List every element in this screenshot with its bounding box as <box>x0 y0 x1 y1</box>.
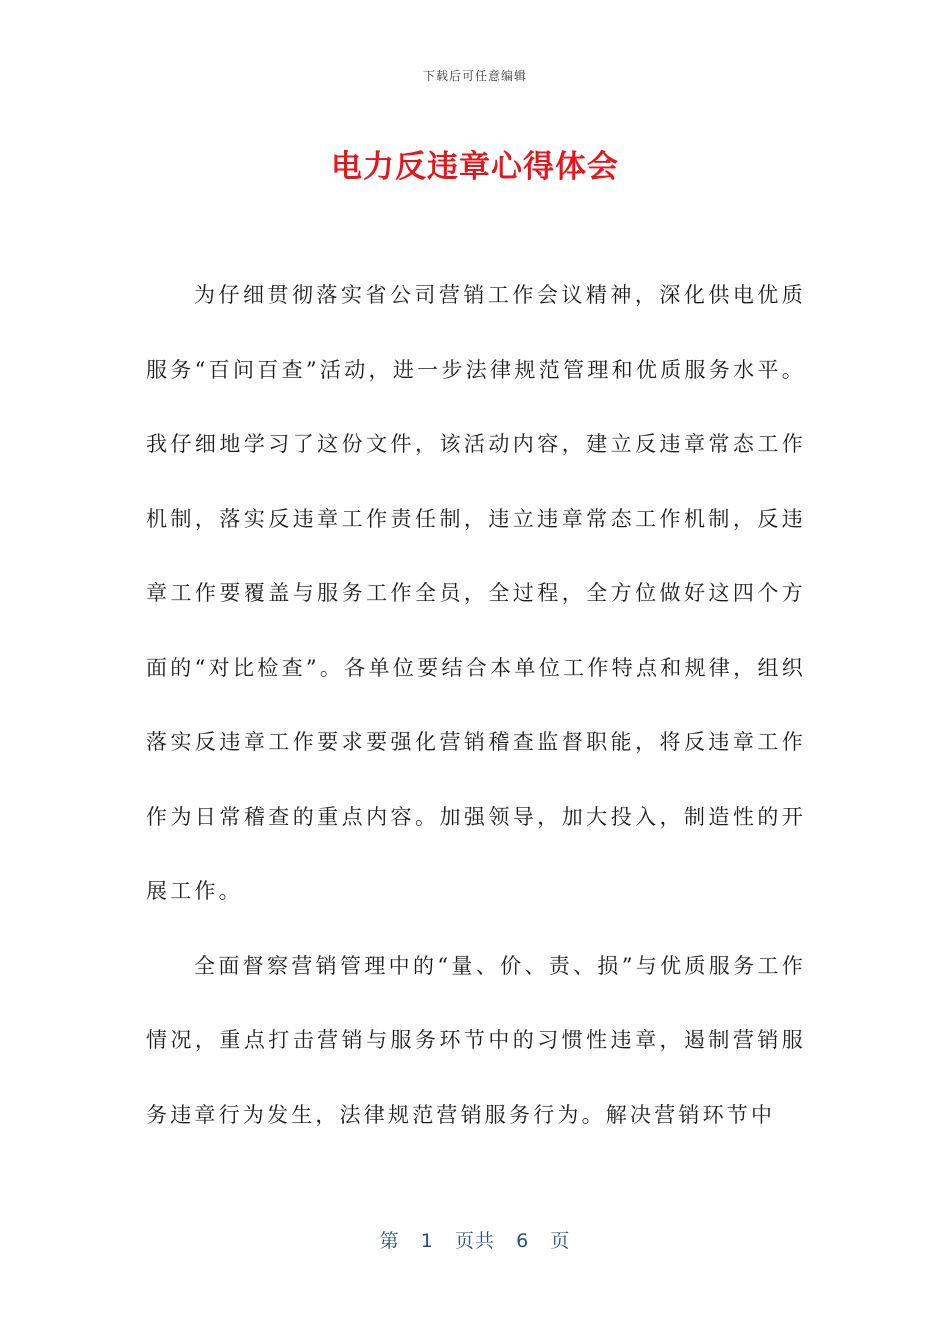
footer-total-pages: 6 <box>516 1230 530 1252</box>
footer-current-page: 1 <box>420 1230 434 1252</box>
header-note: 下载后可任意编辑 <box>422 69 527 83</box>
page-footer <box>0 1226 950 1253</box>
footer-prefix: 第 <box>379 1230 400 1252</box>
paragraph-1: 为仔细贯彻落实省公司营销工作会议精神，深化供电优质服务“百问百查”活动，进一步法律规范管理和优质服务水平。我仔细地学习了这份文件，该活动内容，建立反违章常态工作机制，落实反违章工作责任制，违立违章常态工作机制，反违章工作要覆盖与服务工作全员，全过程，全方位做好这四个方面的“对比检查”。各单位要结合本单位工作特点和规律，组织落实反违章工作要求要强化营销稽查监督职能，将反违章工作作为日常稽查的重点内容。加强领导，加大投入，制造性的开展工作。 <box>146 283 806 903</box>
paragraph-2: 全面督察营销管理中的“量、价、责、损”与优质服务工作情况，重点打击营销与服务环节中的习惯性违章，遏制营销服务违章行为发生，法律规范营销服务行为。解决营销环节中 <box>146 953 806 1127</box>
footer-suffix: 页 <box>550 1230 571 1252</box>
footer-middle: 页共 <box>454 1230 495 1252</box>
document-body <box>146 258 806 1152</box>
document-title: 电力反违章心得体会 <box>331 149 619 185</box>
